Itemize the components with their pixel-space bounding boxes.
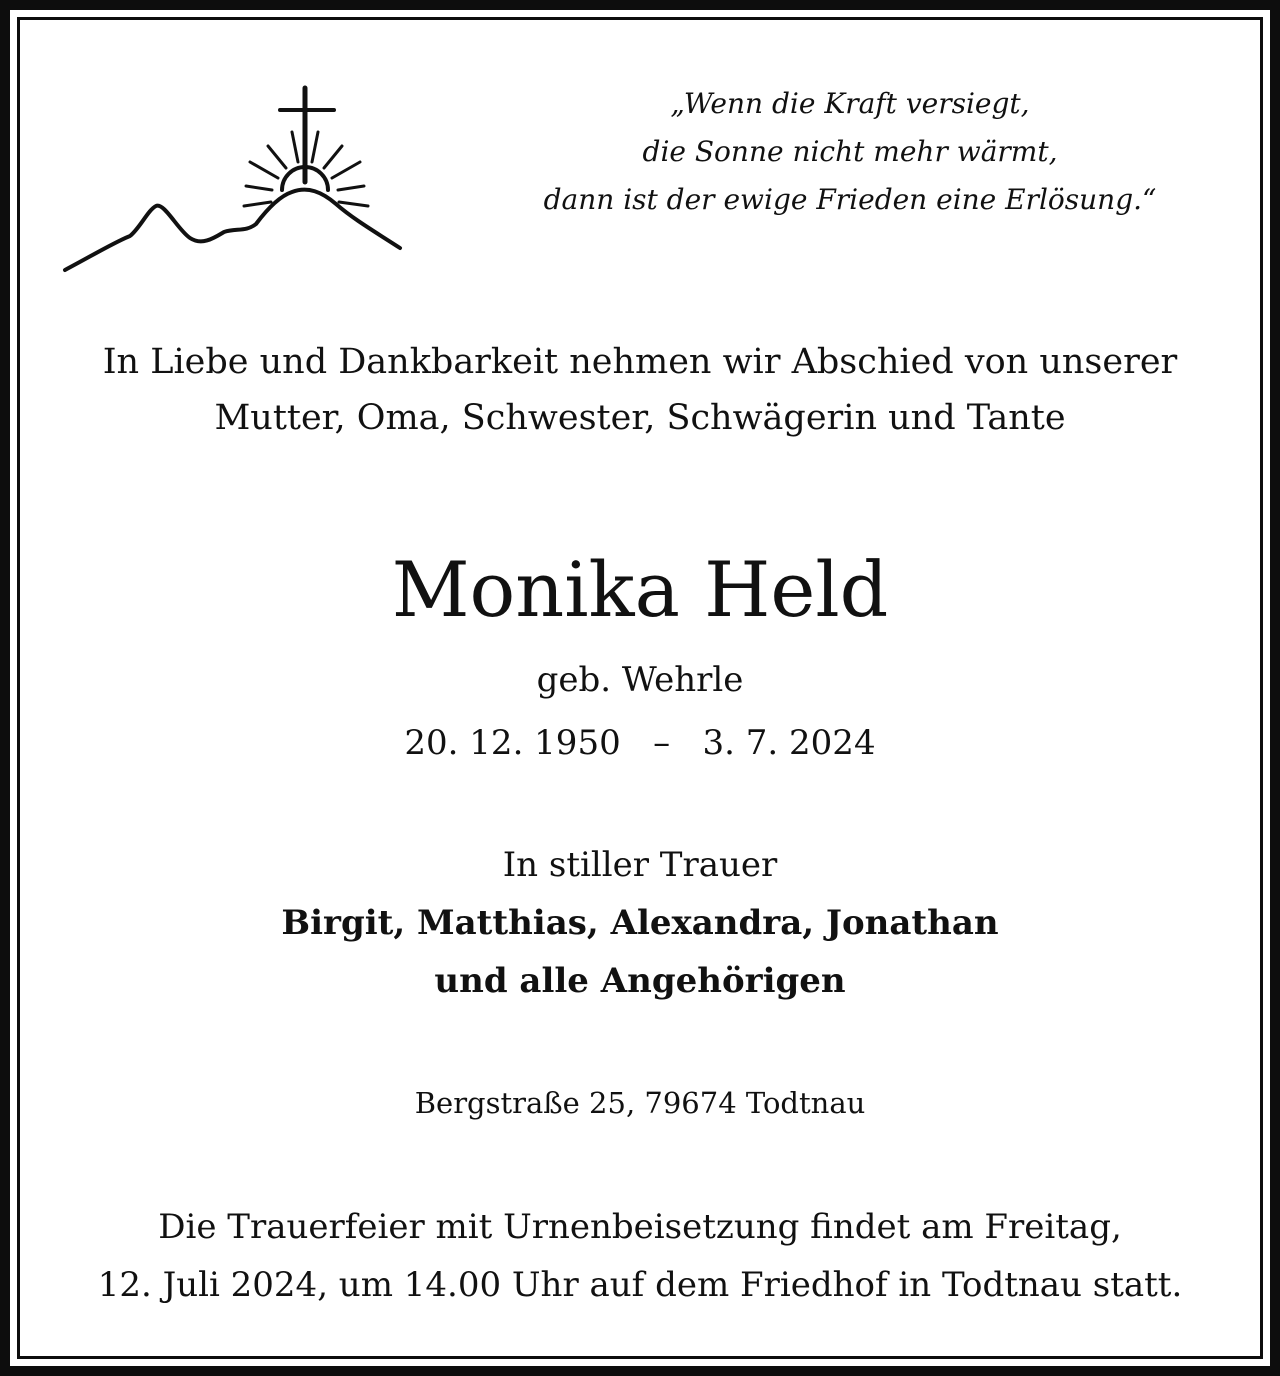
intro-line: Mutter, Oma, Schwester, Schwägerin und Tante — [214, 398, 1066, 438]
deceased-name: Monika Held — [391, 545, 889, 634]
intro-line: In Liebe und Dankbarkeit nehmen wir Abschied von unserer — [102, 342, 1178, 382]
life-dates: 20. 12. 1950 – 3. 7. 2024 — [404, 723, 876, 763]
mourners-line: und alle Angehörigen — [434, 961, 846, 1001]
quote-line: die Sonne nicht mehr wärmt, — [642, 135, 1058, 168]
service-line: Die Trauerfeier mit Urnenbeisetzung findet am Freitag, — [158, 1207, 1122, 1247]
mourners-list — [40, 894, 1240, 1010]
quote-line: dann ist der ewige Frieden eine Erlösung.“ — [543, 183, 1157, 216]
address: Bergstraße 25, 79674 Todtnau — [414, 1086, 866, 1120]
mourners-line: Birgit, Matthias, Alexandra, Jonathan — [281, 903, 999, 943]
intro-text — [40, 334, 1240, 446]
maiden-name: geb. Wehrle — [536, 660, 744, 700]
quote-line: „Wenn die Kraft versiegt, — [670, 87, 1030, 120]
service-line: 12. Juli 2024, um 14.00 Uhr auf dem Friedhof in Todtnau statt. — [97, 1265, 1183, 1305]
quote — [470, 80, 1230, 224]
mourning-heading: In stiller Trauer — [502, 845, 778, 885]
service-info — [40, 1198, 1240, 1314]
cross-sun-mountain-icon — [60, 82, 410, 282]
